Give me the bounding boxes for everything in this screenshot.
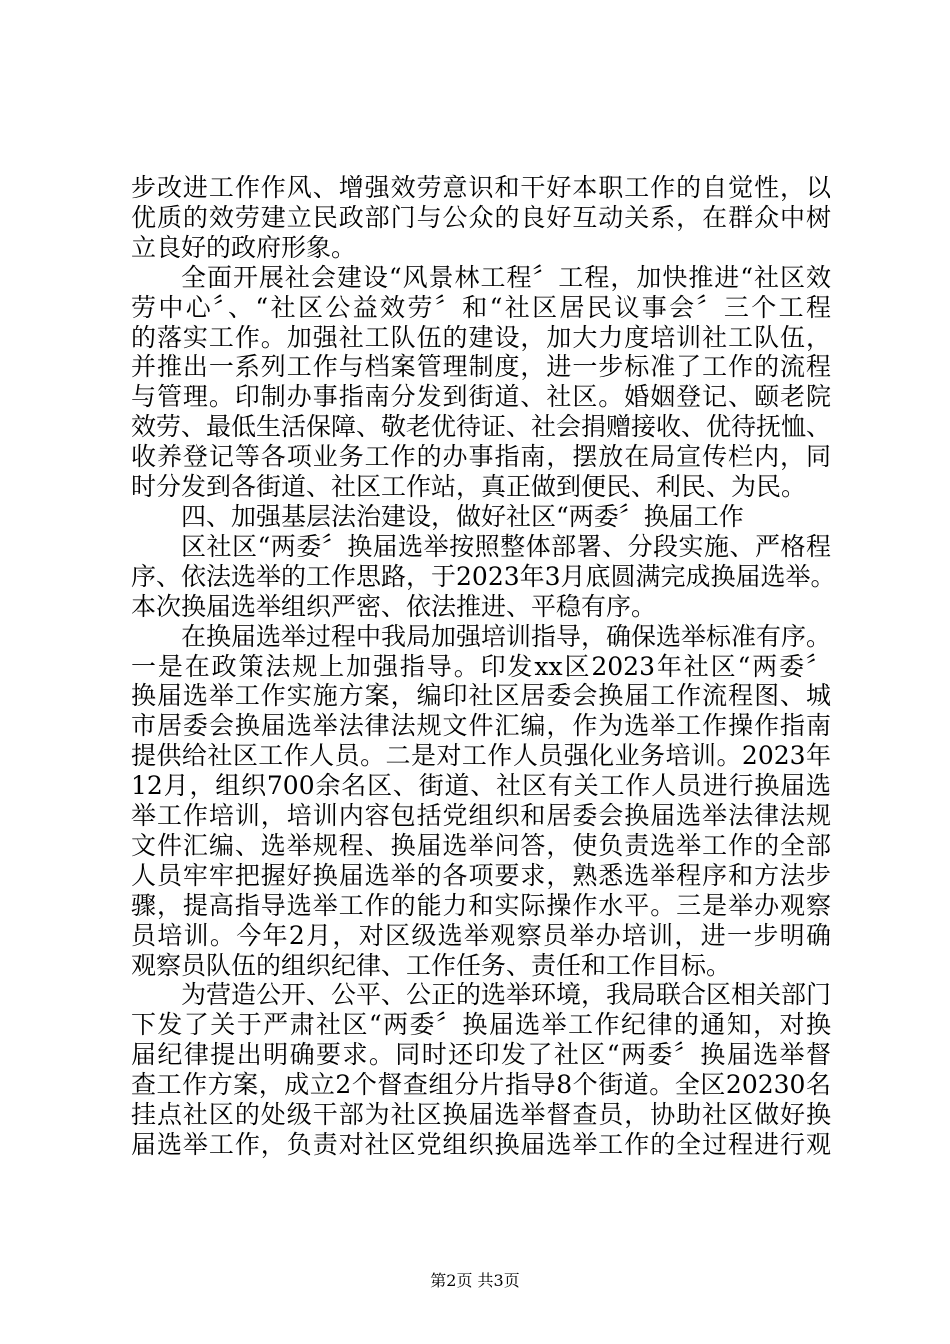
paragraph-2-line: 效劳、最低生活保障、敬老优待证、社会捐赠接收、优待抚恤、: [131, 412, 832, 442]
paragraph-2-line: 收养登记等各项业务工作的办事指南，摆放在局宣传栏内，同: [131, 442, 831, 472]
paragraph-5-line: 市居委会换届选举法律法规文件汇编，作为选举工作操作指南: [131, 711, 831, 741]
paragraph-4-line: 本次换届选举组织严密、依法推进、平稳有序。: [131, 591, 657, 621]
paragraph-5-line: 举工作培训，培训内容包括党组织和居委会换届选举法律法规: [131, 801, 831, 831]
paragraph-5-line: 人员牢牢把握好换届选举的各项要求，熟悉选举程序和方法步: [131, 860, 831, 890]
paragraph-2-line: 时分发到各街道、社区工作站，真正做到便民、利民、为民。: [131, 472, 807, 502]
paragraph-3-line: 四、加强基层法治建设，做好社区“两委〞换届工作: [181, 501, 744, 531]
paragraph-6-line: 届纪律提出明确要求。同时还印发了社区“两委〞换届选举督: [131, 1040, 831, 1070]
paragraph-1-line: 立良好的政府形象。: [131, 232, 357, 262]
paragraph-2-line: 并推出一系列工作与档案管理制度，进一步标准了工作的流程: [131, 352, 831, 382]
paragraph-1-line: 优质的效劳建立民政部门与公众的良好互动关系，在群众中树: [131, 202, 831, 232]
paragraph-5-line: 换届选举工作实施方案，编印社区居委会换届工作流程图、城: [131, 681, 831, 711]
paragraph-6-line: 为营造公开、公平、公正的选举环境，我局联合区相关部门: [181, 980, 832, 1010]
paragraph-4-line: 区社区“两委〞换届选举按照整体部署、分段实施、严格程: [181, 531, 831, 561]
paragraph-5-line: 员培训。今年2月，对区级选举观察员举办培训，进一步明确: [131, 920, 831, 950]
paragraph-5-line: 观察员队伍的组织纪律、工作任务、责任和工作目标。: [131, 950, 732, 980]
paragraph-5-line: 文件汇编、选举规程、换届选举问答，使负责选举工作的全部: [131, 830, 831, 860]
paragraph-6-line: 查工作方案，成立2个督查组分片指导8个街道。全区20230名: [131, 1070, 831, 1100]
paragraph-5-line: 在换届选举过程中我局加强培训指导，确保选举标准有序。: [181, 621, 832, 651]
paragraph-6-line: 挂点社区的处级干部为社区换届选举督查员，协助社区做好换: [131, 1100, 831, 1130]
paragraph-2-line: 全面开展社会建设“风景林工程〞工程，加快推进“社区效: [181, 262, 831, 292]
paragraph-5-line: 12月，组织700余名区、街道、社区有关工作人员进行换届选: [131, 771, 831, 801]
paragraph-4-line: 序、依法选举的工作思路，于2023年3月底圆满完成换届选举。: [131, 561, 836, 591]
paragraph-5-line: 骤，提高指导选举工作的能力和实际操作水平。三是举办观察: [131, 890, 831, 920]
paragraph-2-line: 与管理。印制办事指南分发到街道、社区。婚姻登记、颐老院: [131, 382, 831, 412]
document-body: [131, 173, 836, 1160]
paragraph-1-line: 步改进工作作风、增强效劳意识和干好本职工作的自觉性，以: [131, 173, 831, 202]
paragraph-2-line: 劳中心〞、“社区公益效劳〞和“社区居民议事会〞三个工程: [131, 292, 831, 322]
paragraph-6-line: 届选举工作，负责对社区党组织换届选举工作的全过程进行观: [131, 1130, 831, 1159]
paragraph-5-line: 一是在政策法规上加强指导。印发xx区2023年社区“两委〞: [131, 651, 831, 681]
paragraph-5-line: 提供给社区工作人员。二是对工作人员强化业务培训。2023年: [131, 741, 831, 771]
paragraph-6-line: 下发了关于严肃社区“两委〞换届选举工作纪律的通知，对换: [131, 1010, 831, 1040]
page-footer: 第2页 共3页: [430, 1271, 520, 1290]
paragraph-2-line: 的落实工作。加强社工队伍的建设，加大力度培训社工队伍，: [131, 322, 831, 352]
